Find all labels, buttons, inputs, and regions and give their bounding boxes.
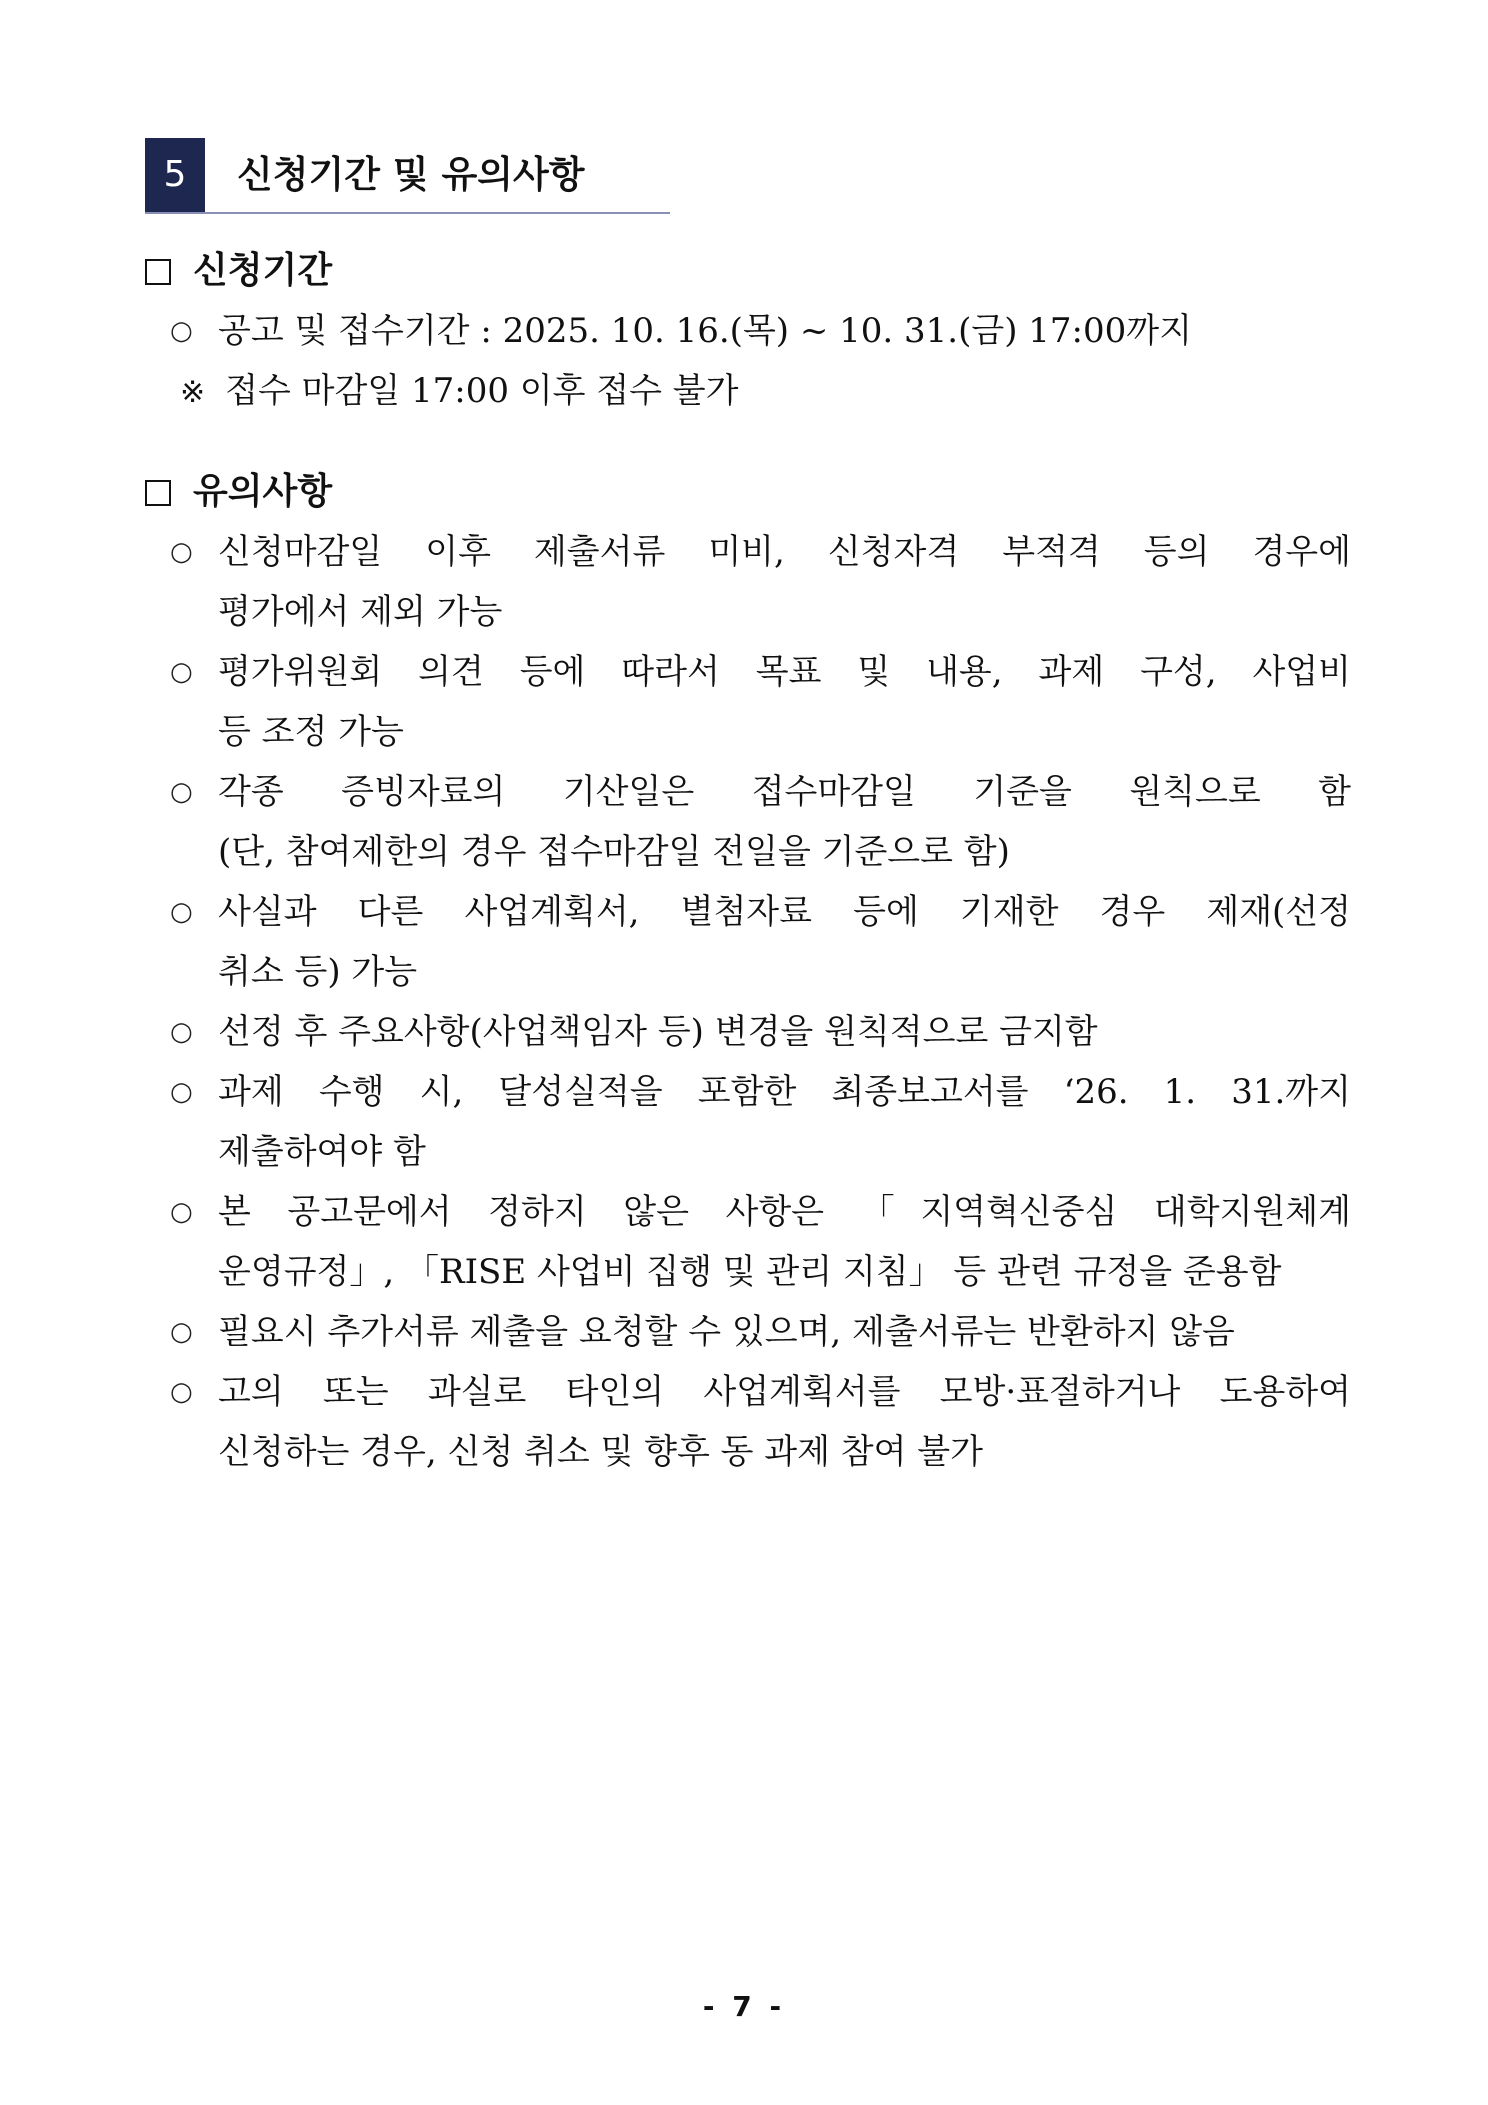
subsection-heading-period — [145, 247, 332, 295]
bullet-circle-icon: ○ — [170, 897, 193, 927]
caution-item-line: 신청마감일 이후 제출서류 미비, 신청자격 부적격 등의 경우에 — [218, 532, 1351, 572]
bullet-circle-icon: ○ — [170, 316, 193, 346]
caution-item-line: 고의 또는 과실로 타인의 사업계획서를 모방·표절하거나 도용하여 — [218, 1372, 1351, 1412]
section-title: 신청기간 및 유의사항 — [237, 153, 585, 196]
reference-mark-icon: ※ — [180, 375, 206, 410]
caution-item-line: 운영규정」, 「RISE 사업비 집행 및 관리 지침」 등 관련 규정을 준용함 — [218, 1252, 1282, 1292]
caution-item-line: 취소 등) 가능 — [218, 952, 418, 992]
bullet-circle-icon: ○ — [170, 1017, 193, 1047]
caution-item-line: 제출하여야 함 — [218, 1132, 426, 1172]
caution-item-line: 사실과 다른 사업계획서, 별첨자료 등에 기재한 경우 제재(선정 — [218, 892, 1351, 932]
period-note — [180, 364, 738, 418]
subsection-heading-label: 신청기간 — [193, 250, 333, 291]
caution-item-line: 등 조정 가능 — [218, 712, 404, 752]
caution-item-line: 각종 증빙자료의 기산일은 접수마감일 기준을 원칙으로 함 — [218, 772, 1351, 812]
caution-item-line: 평가에서 제외 가능 — [218, 592, 503, 632]
bullet-circle-icon: ○ — [170, 657, 193, 687]
subsection-heading-cautions — [145, 468, 332, 516]
checkbox-square-icon — [145, 259, 171, 285]
period-note-text: 접수 마감일 17:00 이후 접수 불가 — [225, 371, 739, 411]
caution-item-line: 필요시 추가서류 제출을 요청할 수 있으며, 제출서류는 반환하지 않음 — [218, 1312, 1235, 1352]
caution-item-line: 과제 수행 시, 달성실적을 포함한 최종보고서를 ‘26. 1. 31.까지 — [218, 1072, 1351, 1112]
bullet-circle-icon: ○ — [170, 1197, 193, 1227]
caution-item-line: 신청하는 경우, 신청 취소 및 향후 동 과제 참여 불가 — [218, 1432, 983, 1472]
section-header — [145, 138, 670, 214]
section-number-badge: 5 — [145, 138, 205, 212]
bullet-circle-icon: ○ — [170, 777, 193, 807]
caution-item-line: (단, 참여제한의 경우 접수마감일 전일을 기준으로 함) — [218, 832, 1010, 872]
bullet-circle-icon: ○ — [170, 537, 193, 567]
subsection-heading-label: 유의사항 — [193, 471, 333, 512]
checkbox-square-icon — [145, 480, 171, 506]
caution-item-line: 선정 후 주요사항(사업책임자 등) 변경을 원칙적으로 금지함 — [218, 1012, 1098, 1052]
page-number: - 7 - — [702, 1990, 786, 2023]
period-item: 공고 및 접수기간 : 2025. 10. 16.(목) ~ 10. 31.(금) 17:00까지 — [218, 311, 1192, 351]
bullet-circle-icon: ○ — [170, 1077, 193, 1107]
bullet-circle-icon: ○ — [170, 1377, 193, 1407]
caution-item-line: 평가위원회 의견 등에 따라서 목표 및 내용, 과제 구성, 사업비 — [218, 652, 1351, 692]
caution-item-line: 본 공고문에서 정하지 않은 사항은 「지역혁신중심 대학지원체계 — [218, 1192, 1351, 1232]
bullet-circle-icon: ○ — [170, 1317, 193, 1347]
